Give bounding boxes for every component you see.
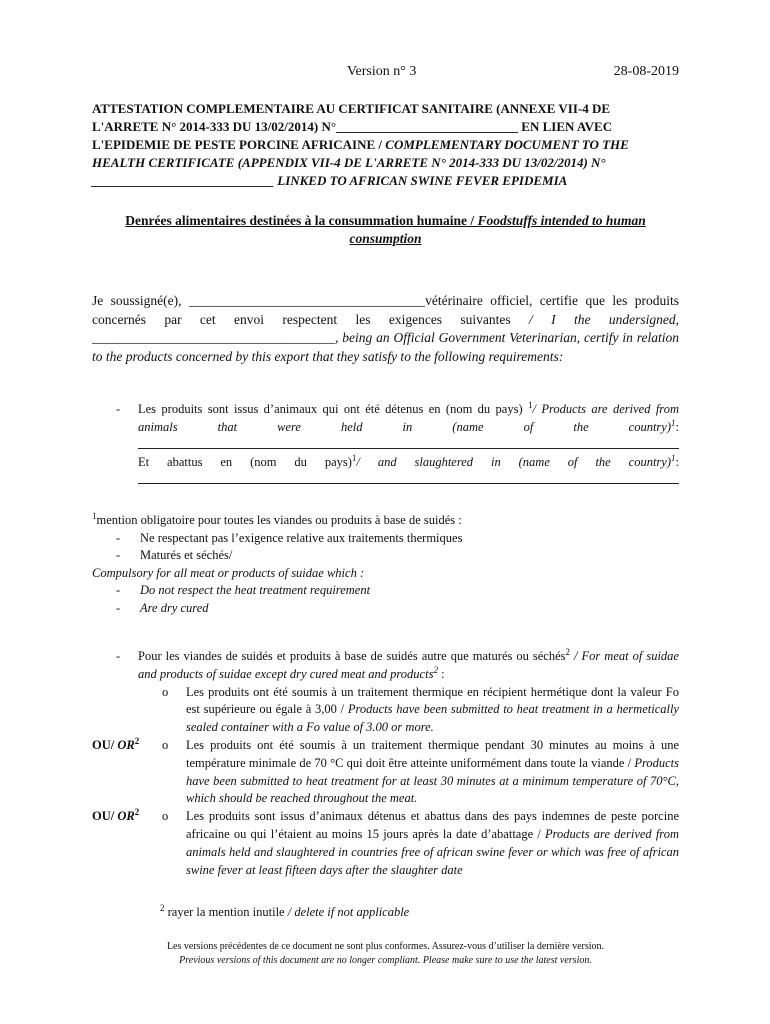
list-item: - Are dry cured (116, 600, 209, 615)
subject-english: Foodstuffs intended to human consumption (349, 213, 646, 246)
origin-held-text: Les produits sont issus d’animaux qui ont été détenus en (nom du pays) $^1$/ Products are derived from animals that were held in (name of the country)$^1$: (138, 399, 679, 434)
held-country-field[interactable] (138, 436, 679, 449)
footnote-1: $^1$mention obligatoire pour toutes les viandes ou produits à base de suidés : - Ne respectant pas l’exigence relative aux traitements thermiques - Maturés et séchés/ Compulsory for all meat or products of suidae which : - Do not respect the heat treatment requirement - Are dry cured (92, 512, 679, 617)
option-heat-30-minutes[interactable]: OU/ $OR^2$ o Les produits ont été soumis à un traitement thermique pendant 30 minutes au moins à une température minimale de 70 °C qui doit être atteinte uniformément dans toute la viande / Products have been submitted to heat treatment for at least 30 minutes at a minimum temperature of 70°C, which should be reached throughout the meat. (92, 735, 679, 806)
footer-english: Previous versions of this document are no longer compliant. Please make sure to use the latest version. (179, 955, 592, 966)
list-item: - Ne respectant pas l’exigence relative aux traitements thermiques (116, 530, 463, 545)
footnote-2: $^2$ rayer la mention inutile / delete if not applicable (160, 902, 410, 919)
heat-treatment-heading: Pour les viandes de suidés et produits à base de suidés autre que maturés ou séchés$^2$ / For meat of suidae and products of suidae except dry cured meat and products$^2$ : (138, 646, 679, 681)
title-french: ATTESTATION COMPLEMENTAIRE AU CERTIFICAT SANITAIRE (ANNEXE VII-4 DE L'ARRETE N° 2014-333 DU 13/02/2014) N°____________________________ EN LIEN AVEC L'EPIDEMIE DE PESTE PORCINE AFRICAINE / (92, 101, 613, 152)
heat-treatment-section: - Pour les viandes de suidés et produits à base de suidés autre que maturés ou séchés$^2$ / For meat of suidae and products of suidae except dry cured meat and products$^2$ : o Les produits ont été soumis à un traitement thermique en récipient hermétique dont la valeur Fo est supérieure ou égale à 3,00 / Products have been submitted to heat treatment in a hermetically sealed container with a Fo value of 3.00 or more. OU/ $OR^2$ o Les produits ont été soumis à un traitement thermique pendant 30 minutes au moins à une température minimale de 70 °C qui doit être atteinte uniformément dans toute la viande / Products have been submitted to heat treatment for at least 30 minutes at a minimum temperature of 70°C, which should be reached throughout the meat. OU/ $OR^2$ o Les produits sont issus d’animaux détenus et abattus dans des pays indemnes de peste porcine africaine ou qui l’étaient au moins 15 jours après la date d’abattage / Products are derived from animals held and slaughtered in countries free of african swine fever or which was free of african swine fever at least fifteen days after the slaughter date (92, 648, 679, 879)
intro-english: / I the undersigned, ____________________________________, being an Official Government Veterinarian, certify in relation to the products concerned by this export that they satisfy to the following requirements: (92, 311, 679, 364)
or-label: OU/ $OR^2$ (92, 807, 140, 824)
option-bullet: o (162, 809, 169, 824)
version-number: Version n° 3 (347, 64, 417, 79)
or-label: OU/ $OR^2$ (92, 735, 140, 752)
origin-slaughter-text: Et abattus en (nom du pays)$^1$/ and slaughtered in (name of the country)$^1$: (138, 452, 679, 469)
option-asf-free-country[interactable]: OU/ $OR^2$ o Les produits sont issus d’animaux détenus et abattus dans des pays indemnes de peste porcine africaine ou qui l’étaient au moins 15 jours après la date d’abattage / Products are derived from animals held and slaughtered in countries free of african swine fever or which was free of african swine fever at least fifteen days after the slaughter date (92, 807, 679, 877)
version-date: 28-08-2019 (613, 64, 679, 79)
certification-intro (92, 292, 679, 366)
subject-heading (92, 212, 679, 248)
intro-french: Je soussigné(e), ___________________________________vétérinaire officiel, certifie que les produits concernés par cet envoi respectent les exigences suivantes (92, 293, 679, 327)
list-dash: - (116, 402, 121, 416)
subject-french: Denrées alimentaires destinées à la consummation humaine / (125, 213, 478, 228)
document-title (92, 100, 679, 190)
document-footer (92, 940, 679, 968)
footnote-1-french-title: mention obligatoire pour toutes les viandes ou produits à base de suidés : (96, 513, 462, 527)
option-bullet: o (162, 684, 169, 699)
origin-requirement (116, 400, 679, 488)
list-item: - Do not respect the heat treatment requirement (116, 583, 371, 597)
footnote-1-english-title: Compulsory for all meat or products of suidae which : (92, 565, 365, 580)
slaughter-country-field[interactable] (138, 471, 679, 484)
title-english: COMPLEMENTARY DOCUMENT TO THE HEALTH CERTIFICATE (APPENDIX VII-4 DE L'ARRETE N° 2014-333 DU 13/02/2014) N° ____________________________ LINKED TO AFRICAN SWINE FEVER EPIDEMIA (92, 137, 629, 188)
option-sealed-container[interactable]: o Les produits ont été soumis à un traitement thermique en récipient hermétique dont la valeur Fo est supérieure ou égale à 3,00 / Products have been submitted to heat treatment in a hermetically sealed container with a Fo value of 3.00 or more. (162, 684, 679, 735)
list-item: - Maturés et séchés/ (116, 548, 233, 562)
option-bullet: o (162, 737, 169, 752)
footer-french: Les versions précédentes de ce document ne sont plus conformes. Assurez-vous d’utiliser la dernière version. (166, 941, 605, 952)
